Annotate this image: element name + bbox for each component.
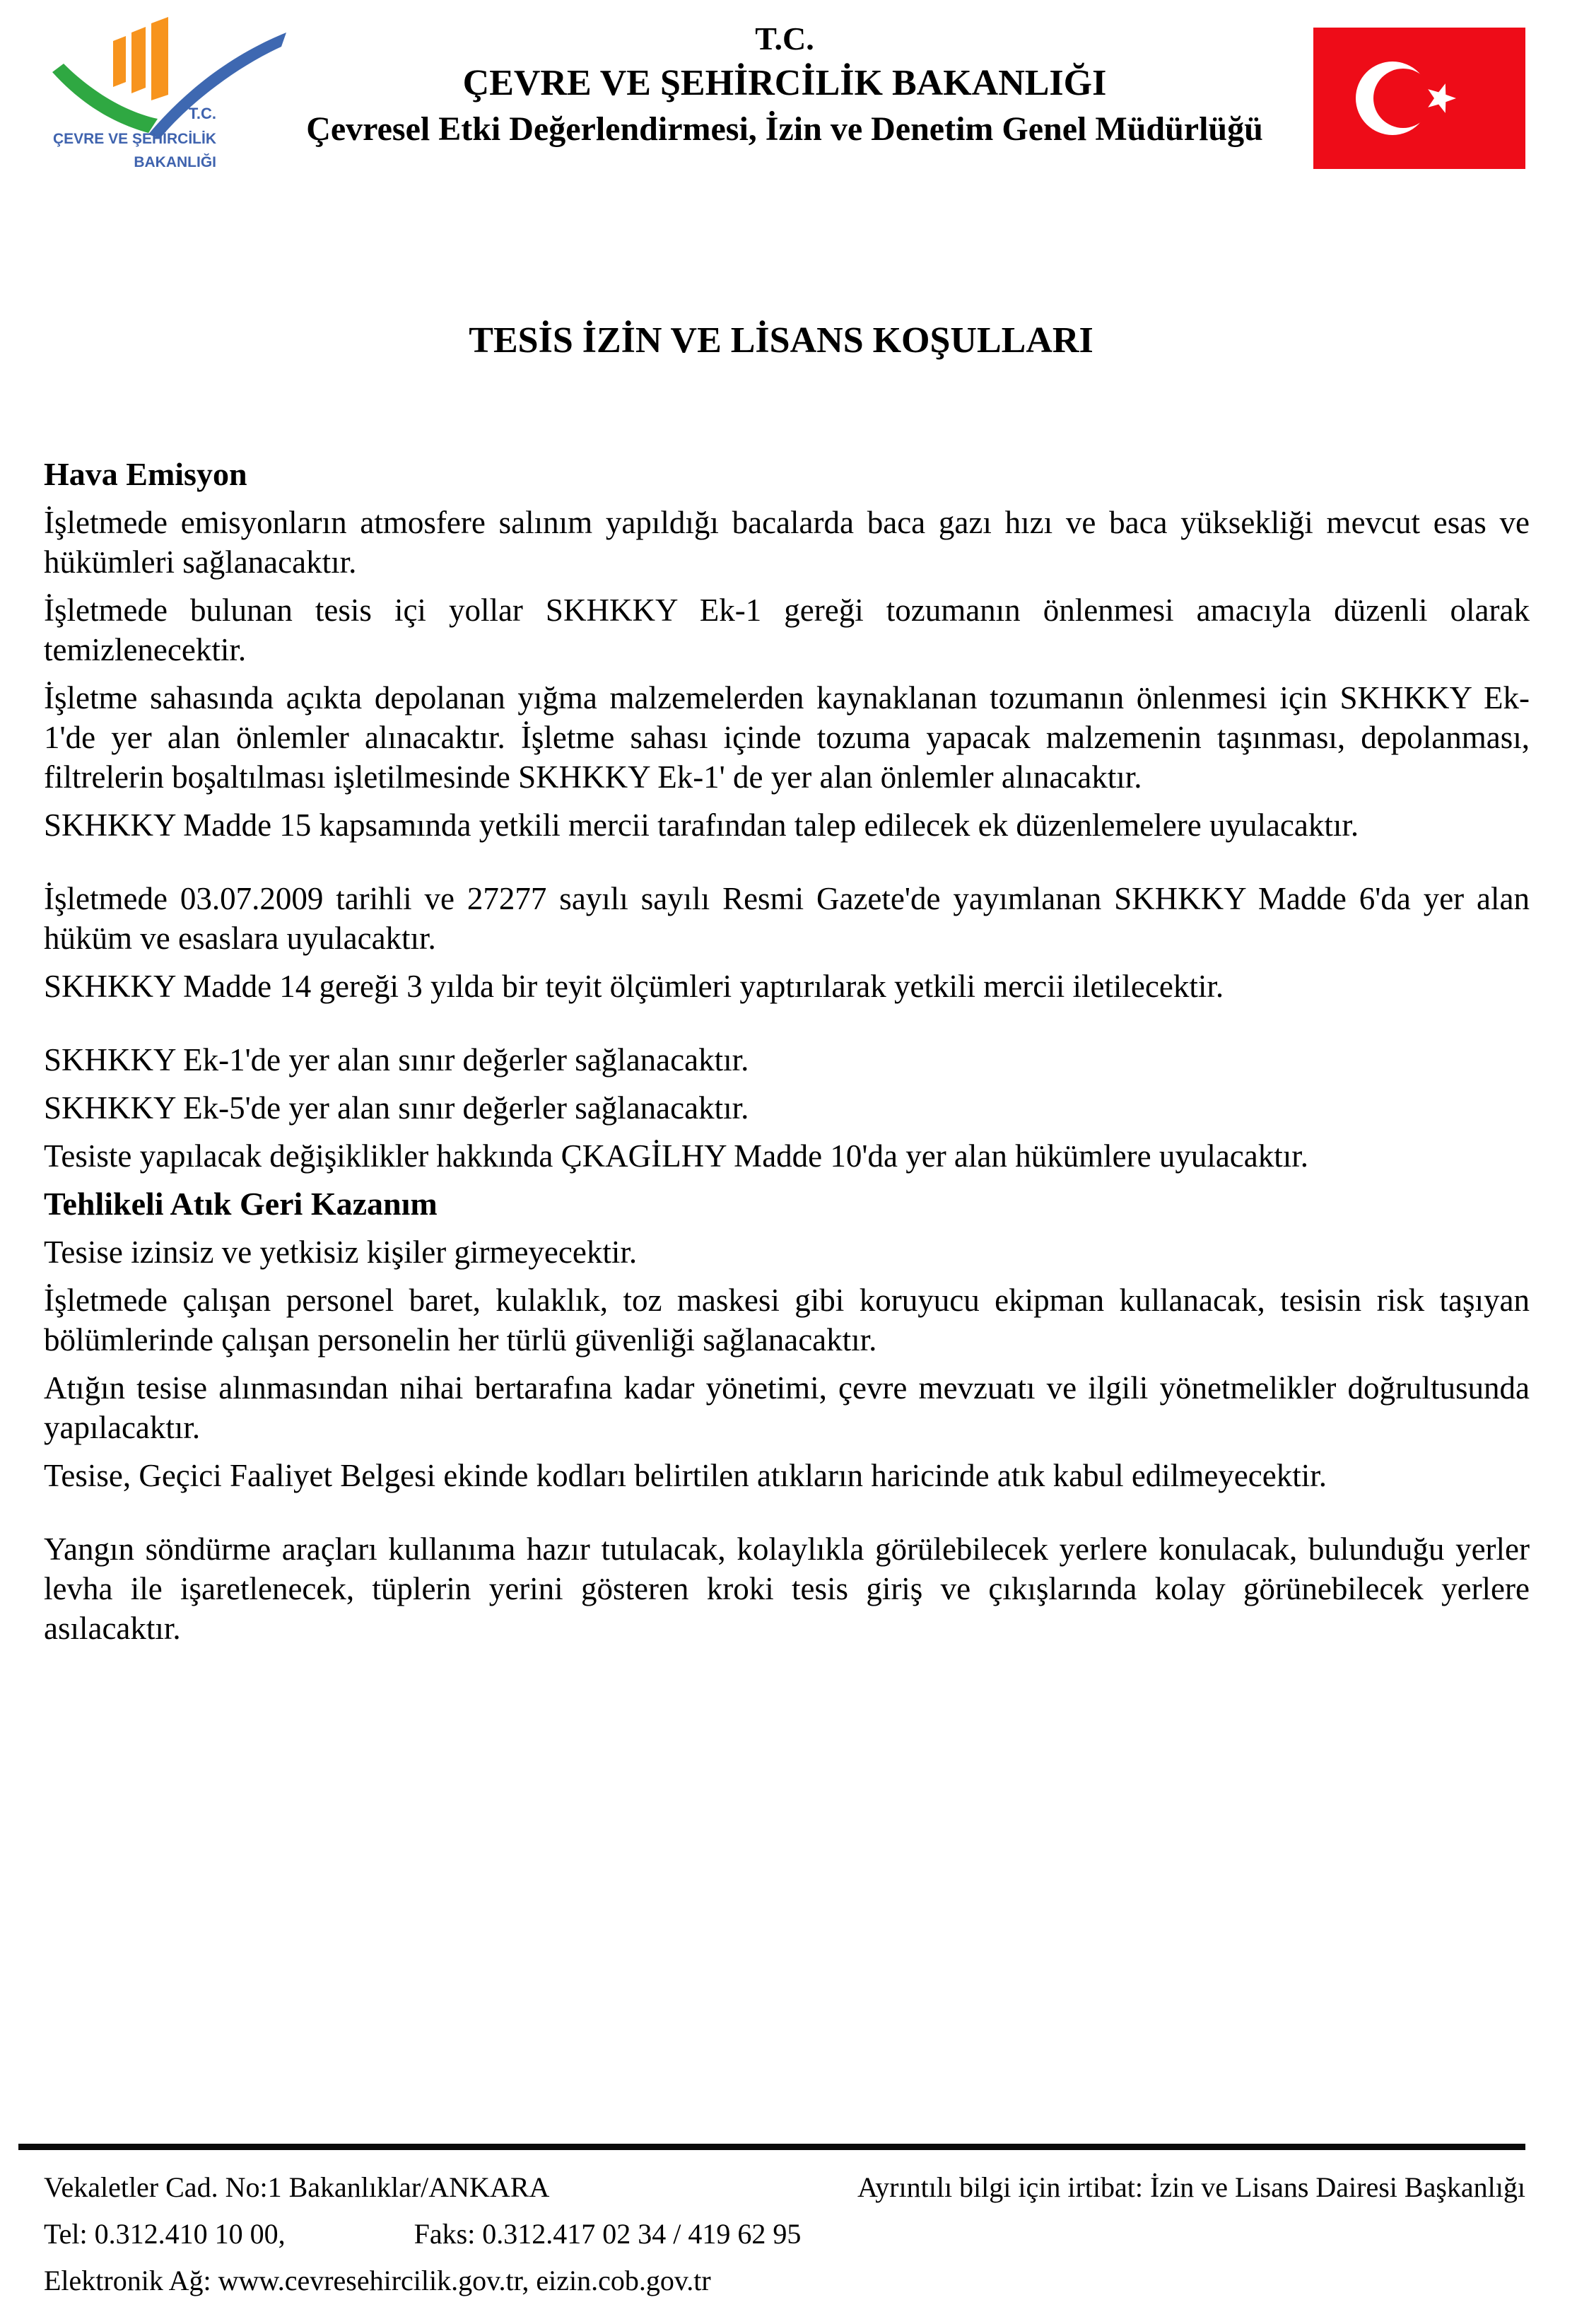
footer-contact: Ayrıntılı bilgi için irtibat: İzin ve Lisans Dairesi Başkanlığı — [857, 2171, 1525, 2203]
footer-address: Vekaletler Cad. No:1 Bakanlıklar/ANKARA — [44, 2171, 550, 2203]
paragraph: Tesise, Geçici Faaliyet Belgesi ekinde kodları belirtilen atıkların haricinde atık kabul edilmeyecektir. — [44, 1458, 1327, 1493]
footer-tel: Tel: 0.312.410 10 00, — [44, 2218, 286, 2250]
paragraph: İşletmede çalışan personel baret, kulaklık, toz maskesi gibi koruyucu ekipman kullanacak, tesisin risk taşıyan bölümlerinde çalışan personelin her türlü güvenliği sağlanacaktır. — [44, 1283, 1530, 1357]
footer-divider — [18, 2144, 1525, 2150]
section-heading-tehlikeli-atik: Tehlikeli Atık Geri Kazanım — [44, 1186, 438, 1222]
footer-fax: Faks: 0.312.417 02 34 / 419 62 95 — [414, 2218, 802, 2250]
turkish-flag-icon — [1313, 27, 1525, 170]
paragraph: SKHKKY Ek-1'de yer alan sınır değerler sağlanacaktır. — [44, 1042, 749, 1078]
paragraph: SKHKKY Madde 15 kapsamında yetkili mercii tarafından talep edilecek ek düzenlemelere uyulacaktır. — [44, 807, 1359, 843]
footer-row-address — [18, 2164, 1525, 2211]
paragraph: Tesiste yapılacak değişiklikler hakkında ÇKAGİLHY Madde 10'da yer alan hükümlere uyulacaktır. — [44, 1138, 1308, 1174]
paragraph: İşletmede bulunan tesis içi yollar SKHKKY Ek-1 gereği tozumanın önlenmesi amacıyla düzenli olarak temizlenecektir. — [44, 592, 1530, 667]
paragraph: İşletmede 03.07.2009 tarihli ve 27277 sayılı sayılı Resmi Gazete'de yayımlanan SKHKKY Madde 6'da yer alan hüküm ve esaslara uyulacaktır. — [44, 881, 1530, 956]
logo-text-tc: T.C. — [188, 105, 216, 122]
section-heading-hava-emisyon: Hava Emisyon — [44, 456, 247, 492]
paragraph: Yangın söndürme araçları kullanıma hazır tutulacak, kolaylıkla görülebilecek yerlere konulacak, bulunduğu yerler levha ile işaretlenecek, tüplerin yerini gösteren kroki tesis giriş ve çıkışlarında kolay görünebilecek yerlere asılacaktır. — [44, 1531, 1530, 1646]
header-directorate: Çevresel Etki Değerlendirmesi, İzin ve Denetim Genel Müdürlüğü — [306, 110, 1263, 148]
page-footer — [18, 2144, 1525, 2304]
paragraph: Tesise izinsiz ve yetkisiz kişiler girmeyecektir. — [44, 1234, 638, 1270]
header-ministry: ÇEVRE VE ŞEHİRCİLİK BAKANLIĞI — [462, 63, 1107, 103]
paragraph: İşletmede emisyonların atmosfere salınım yapıldığı bacalarda baca gazı hızı ve baca yüksekliği mevcut esas ve hükümleri sağlanacaktır. — [44, 505, 1530, 580]
logo-text-name1: ÇEVRE VE ŞEHİRCİLİK — [52, 131, 216, 147]
header-tc: T.C. — [755, 21, 814, 57]
document-title: TESİS İZİN VE LİSANS KOŞULLARI — [469, 320, 1093, 361]
footer-row-web — [18, 2258, 1525, 2304]
paragraph: İşletme sahasında açıkta depolanan yığma malzemelerden kaynaklanan tozumanın önlenmesi için SKHKKY Ek-1'de yer alan önlemler alınacaktır. İşletme sahası içinde tozuma yapacak malzemenin taşınması, depolanması, filtrelerin boşaltılması işletilmesinde SKHKKY Ek-1' de yer alan önlemler alınacaktır. — [44, 680, 1530, 795]
paragraph: SKHKKY Madde 14 gereği 3 yılda bir teyit ölçümleri yaptırılarak yetkili mercii iletilecektir. — [44, 969, 1224, 1004]
footer-row-phone — [18, 2211, 1525, 2258]
footer-web: Elektronik Ağ: www.cevresehircilik.gov.tr, eizin.cob.gov.tr — [44, 2265, 711, 2296]
document-body — [44, 455, 1530, 1657]
logo-text-name2: BAKANLIĞI — [134, 154, 216, 170]
paragraph: Atığın tesise alınmasından nihai bertarafına kadar yönetimi, çevre mevzuatı ve ilgili yönetmelikler doğrultusunda yapılacaktır. — [44, 1370, 1530, 1445]
paragraph: SKHKKY Ek-5'de yer alan sınır değerler sağlanacaktır. — [44, 1090, 749, 1126]
